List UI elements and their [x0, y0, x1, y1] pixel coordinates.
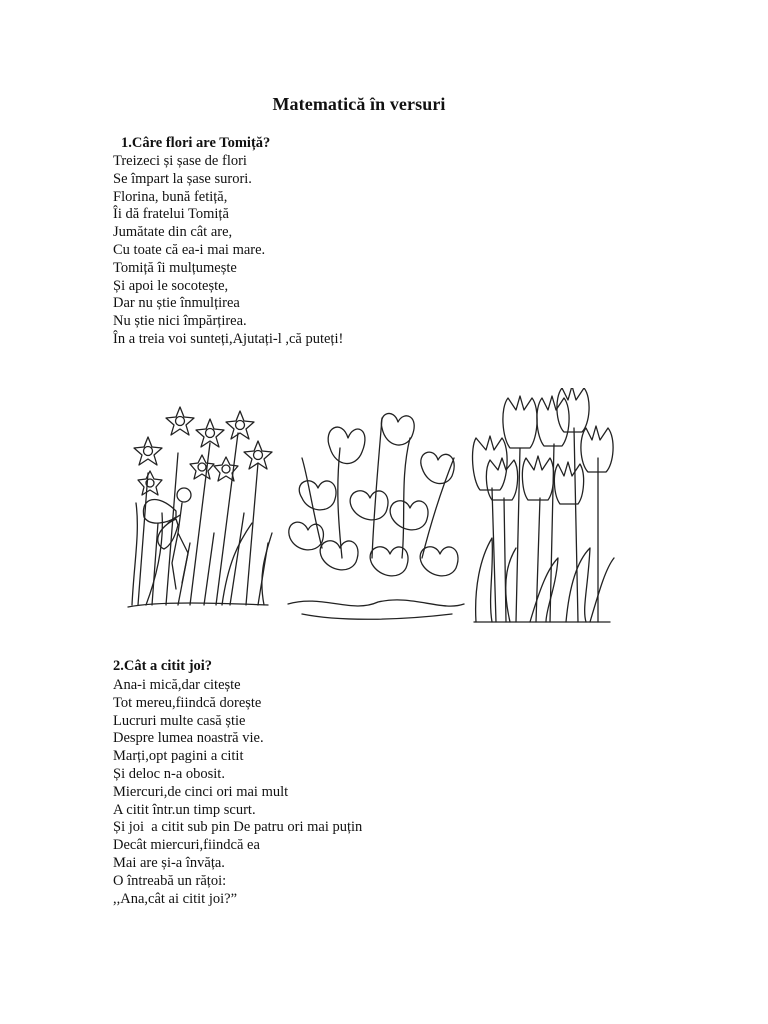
poem-line: Îi dă fratelui Tomiță [113, 206, 229, 223]
poem-line: În a treia voi sunteți,Ajutați-l ,că puteți! [113, 330, 344, 347]
poem-line: Florina, bună fetiță, [113, 188, 228, 205]
problem-2-poem [113, 677, 362, 908]
poem-line: Ana-i mică,dar citește [113, 677, 241, 693]
poem-line: A citit într.un timp scurt. [113, 801, 256, 818]
problem-2-heading: 2.Cât a citit joi? [113, 658, 213, 674]
poem-line: Tomiță îi mulțumește [113, 259, 237, 276]
poem-line: Marți,opt pagini a citit [113, 748, 244, 765]
poem-line: Și joi a citit sub pin De patru ori mai puțin [113, 819, 363, 836]
tulips-illustration [470, 388, 616, 628]
poem-line: Lucruri multe casă știe [113, 712, 246, 729]
poem-line: Despre lumea noastră vie. [113, 730, 264, 747]
poem-line: Treizeci și șase de flori [113, 153, 247, 169]
poem-line: ,,Ana,cât ai citit joi?” [113, 890, 238, 907]
poem-line: Nu știe nici împărțirea. [113, 313, 247, 330]
poem-line: Cu toate că ea-i mai mare. [113, 241, 266, 258]
daffodils-with-fairy-illustration [118, 393, 276, 613]
poem-line: Decât miercuri,fiindcă ea [113, 837, 260, 854]
poem-line: Mai are și-a învăța. [113, 854, 225, 871]
poem-line: Și apoi le socotește, [113, 277, 229, 294]
problem-1-heading: 1.Câre flori are Tomiță? [121, 135, 271, 151]
poem-line: Se împart la șase surori. [113, 170, 252, 187]
poem-line: Jumătate din cât are, [113, 224, 233, 241]
crocus-flowers-illustration [282, 408, 468, 626]
problem-1-poem [113, 153, 343, 349]
poem-line: Miercuri,de cinci ori mai mult [113, 783, 289, 800]
poem-line: Tot mereu,fiindcă dorește [113, 694, 262, 711]
poem-line: O întreabă un rățoi: [113, 872, 227, 889]
page-title: Matematică în versuri [272, 94, 446, 114]
poem-line: Dar nu știe înmulțirea [113, 295, 240, 312]
poem-line: Și deloc n-a obosit. [113, 765, 225, 782]
